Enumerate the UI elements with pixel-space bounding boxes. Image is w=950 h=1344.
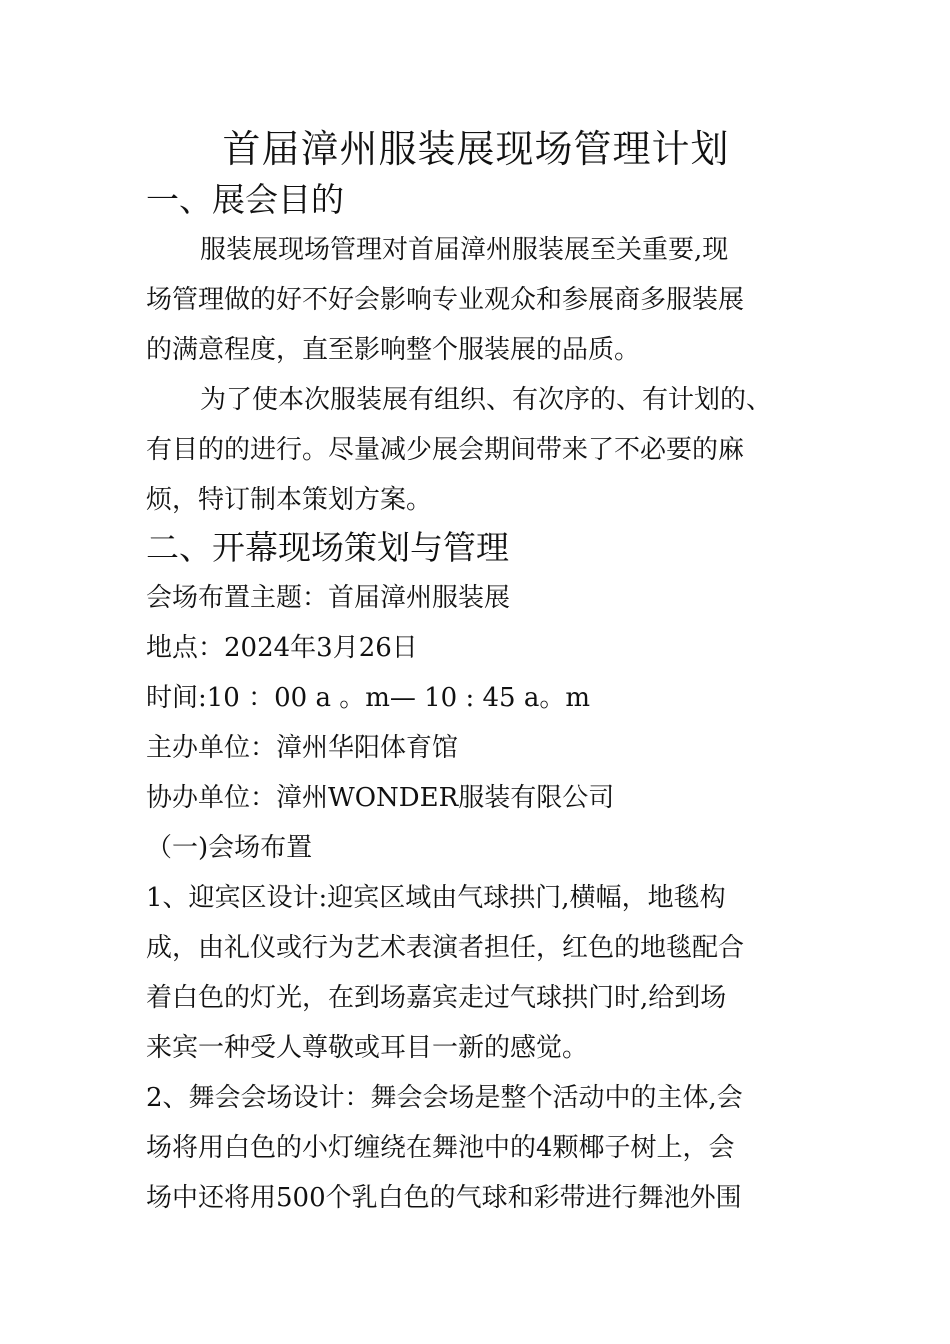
item2-line1: 2、舞会会场设计：舞会会场是整个活动中的主体,会: [146, 1083, 743, 1113]
section1-para2-line3: 烦，特订制本策划方案。: [146, 485, 433, 515]
item1-line4: 来宾一种受人尊敬或耳目一新的感觉。: [146, 1033, 589, 1063]
section1-heading: 一、展会目的: [146, 180, 344, 219]
venue-layout-subheading: （一)会场布置: [146, 833, 313, 863]
section1-para1-line1: 服装展现场管理对首届漳州服装展至关重要,现: [200, 235, 729, 265]
item1-line1: 1、迎宾区设计:迎宾区域由气球拱门,横幅，地毯构: [146, 883, 726, 913]
section1-para1-line3: 的满意程度，直至影响整个服装展的品质。: [146, 335, 641, 365]
section1-para2-line2: 有目的的进行。尽量减少展会期间带来了不必要的麻: [146, 435, 745, 465]
page-title: 首届漳州服装展现场管理计划: [222, 127, 730, 171]
item1-line3: 着白色的灯光，在到场嘉宾走过气球拱门时,给到场: [146, 983, 727, 1013]
item1-line2: 成，由礼仪或行为艺术表演者担任，红色的地毯配合: [146, 933, 745, 963]
time-line: 时间:10 ：00 a 。m— 10 : 45 a。m: [146, 683, 591, 713]
section1-para2-line1: 为了使本次服装展有组织、有次序的、有计划的、: [200, 385, 773, 415]
item2-line2: 场将用白色的小灯缠绕在舞池中的4颗椰子树上，会: [146, 1133, 735, 1163]
item2-line3: 场中还将用500个乳白色的气球和彩带进行舞池外围: [146, 1183, 742, 1213]
location-line: 地点：2024年3月26日: [146, 633, 418, 663]
organizer-line: 主办单位：漳州华阳体育馆: [146, 733, 459, 763]
section1-para1-line2: 场管理做的好不好会影响专业观众和参展商多服装展: [146, 285, 745, 315]
theme-line: 会场布置主题：首届漳州服装展: [146, 583, 511, 613]
co-organizer-line: 协办单位：漳州WONDER服装有限公司: [146, 783, 615, 813]
section2-heading: 二、开幕现场策划与管理: [146, 528, 509, 567]
